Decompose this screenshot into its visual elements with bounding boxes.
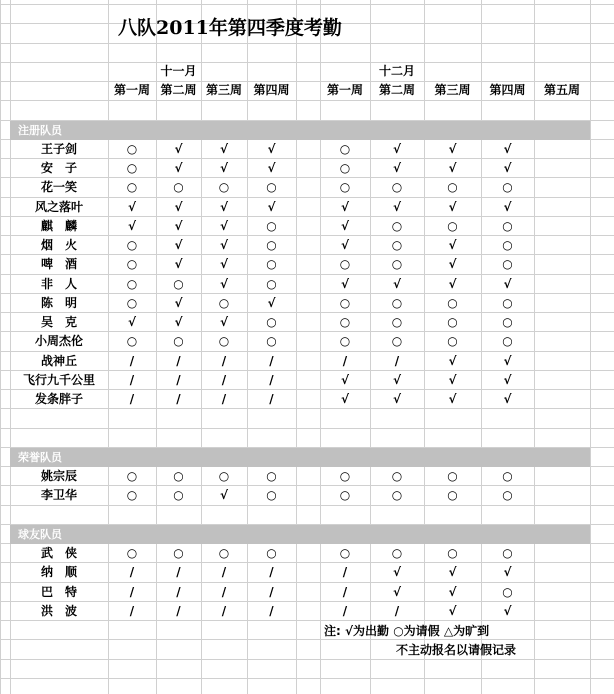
- attendance-mark: ○: [447, 180, 458, 194]
- attendance-mark: √: [127, 200, 136, 214]
- week-header-dec-3: 第三周: [434, 83, 471, 97]
- attendance-mark: ○: [218, 334, 230, 348]
- member-name: 巴 特: [40, 585, 77, 599]
- attendance-mark: √: [174, 296, 183, 310]
- attendance-mark: ○: [173, 488, 184, 502]
- member-name: 姚宗辰: [40, 469, 77, 483]
- attendance-mark: √: [392, 200, 401, 214]
- attendance-mark: ○: [391, 296, 403, 310]
- attendance-mark: /: [269, 354, 274, 368]
- attendance-mark: /: [269, 604, 274, 618]
- member-name: 吴 克: [40, 315, 77, 329]
- attendance-mark: √: [392, 565, 401, 579]
- attendance-mark: ○: [502, 334, 513, 348]
- attendance-mark: ○: [126, 469, 138, 483]
- attendance-mark: /: [221, 373, 227, 387]
- attendance-mark: ○: [502, 546, 513, 560]
- attendance-mark: ○: [126, 546, 138, 560]
- member-name: 战神丘: [40, 354, 77, 368]
- attendance-mark: ○: [339, 296, 351, 310]
- member-name: 啤 酒: [40, 257, 77, 271]
- member-name: 王子剑: [40, 142, 77, 156]
- attendance-mark: ○: [447, 488, 458, 502]
- member-name: 发条胖子: [34, 392, 83, 406]
- attendance-mark: √: [503, 277, 512, 291]
- attendance-mark: ○: [502, 238, 513, 252]
- attendance-mark: √: [448, 277, 457, 291]
- attendance-mark: /: [176, 392, 181, 406]
- attendance-mark: ○: [391, 219, 403, 233]
- attendance-mark: √: [392, 585, 401, 599]
- triangle-icon: △: [443, 624, 454, 638]
- attendance-mark: /: [269, 585, 274, 599]
- attendance-mark: /: [342, 585, 348, 599]
- attendance-mark: ○: [339, 142, 351, 156]
- legend-present: 为出勤: [353, 624, 394, 638]
- attendance-mark: √: [503, 565, 512, 579]
- attendance-mark: ○: [173, 180, 184, 194]
- attendance-mark: ○: [266, 180, 277, 194]
- attendance-mark: ○: [266, 219, 277, 233]
- attendance-mark: √: [448, 238, 457, 252]
- attendance-mark: /: [342, 565, 348, 579]
- attendance-mark: ○: [502, 180, 513, 194]
- attendance-mark: ○: [126, 296, 138, 310]
- attendance-mark: √: [503, 142, 512, 156]
- legend-note: 不主动报名以请假记录: [396, 643, 517, 657]
- attendance-mark: √: [448, 604, 457, 618]
- attendance-mark: /: [342, 604, 348, 618]
- attendance-mark: ○: [339, 257, 351, 271]
- attendance-mark: ○: [502, 488, 513, 502]
- attendance-mark: ○: [391, 180, 403, 194]
- attendance-mark: ○: [391, 238, 403, 252]
- attendance-mark: √: [392, 142, 401, 156]
- attendance-mark: /: [342, 354, 348, 368]
- attendance-mark: √: [267, 200, 276, 214]
- attendance-mark: ○: [266, 334, 277, 348]
- attendance-mark: ○: [502, 219, 513, 233]
- attendance-mark: √: [448, 373, 457, 387]
- week-header-dec-4: 第四周: [489, 83, 526, 97]
- attendance-mark: ○: [266, 238, 277, 252]
- attendance-mark: √: [503, 200, 512, 214]
- attendance-mark: √: [267, 161, 276, 175]
- attendance-mark: ○: [339, 180, 351, 194]
- section-header: [10, 525, 590, 544]
- attendance-mark: ○: [391, 488, 403, 502]
- attendance-mark: ○: [339, 469, 351, 483]
- attendance-mark: √: [267, 142, 276, 156]
- attendance-mark: √: [219, 238, 228, 252]
- attendance-mark: ○: [218, 180, 230, 194]
- check-icon: √: [344, 624, 353, 638]
- section-label: 球友队员: [18, 528, 62, 541]
- attendance-mark: /: [176, 565, 181, 579]
- attendance-mark: √: [174, 219, 183, 233]
- week-header-nov-4: 第四周: [253, 83, 290, 97]
- attendance-mark: √: [219, 277, 228, 291]
- attendance-mark: ○: [218, 296, 230, 310]
- attendance-mark: ○: [218, 546, 230, 560]
- attendance-mark: ○: [391, 546, 403, 560]
- attendance-mark: √: [127, 219, 136, 233]
- attendance-mark: /: [129, 373, 135, 387]
- attendance-mark: √: [267, 296, 276, 310]
- attendance-mark: ○: [266, 277, 277, 291]
- attendance-mark: ○: [502, 315, 513, 329]
- attendance-mark: ○: [391, 257, 403, 271]
- attendance-mark: ○: [218, 469, 230, 483]
- attendance-mark: √: [219, 161, 228, 175]
- attendance-mark: ○: [266, 488, 277, 502]
- attendance-mark: ○: [502, 585, 513, 599]
- attendance-mark: ○: [447, 219, 458, 233]
- attendance-mark: √: [219, 200, 228, 214]
- member-name: 洪 波: [40, 604, 77, 618]
- attendance-mark: /: [176, 373, 181, 387]
- attendance-mark: /: [221, 604, 227, 618]
- attendance-mark: ○: [173, 334, 184, 348]
- attendance-mark: √: [340, 200, 349, 214]
- attendance-mark: ○: [391, 315, 403, 329]
- attendance-mark: √: [219, 488, 228, 502]
- attendance-mark: ○: [447, 315, 458, 329]
- attendance-mark: ○: [173, 469, 184, 483]
- attendance-mark: √: [340, 238, 349, 252]
- member-name: 烟 火: [40, 238, 77, 252]
- attendance-mark: /: [394, 604, 400, 618]
- attendance-mark: √: [127, 315, 136, 329]
- attendance-mark: ○: [173, 546, 184, 560]
- attendance-mark: ○: [502, 257, 513, 271]
- attendance-mark: ○: [126, 142, 138, 156]
- attendance-mark: √: [219, 315, 228, 329]
- member-name: 飞行九千公里: [22, 373, 95, 387]
- attendance-mark: /: [221, 354, 227, 368]
- attendance-mark: /: [129, 585, 135, 599]
- attendance-mark: √: [392, 392, 401, 406]
- attendance-mark: ○: [339, 334, 351, 348]
- attendance-mark: ○: [447, 469, 458, 483]
- section-header: [10, 121, 590, 140]
- attendance-mark: √: [174, 238, 183, 252]
- attendance-mark: √: [503, 392, 512, 406]
- member-name: 李卫华: [40, 488, 77, 502]
- attendance-mark: √: [174, 161, 183, 175]
- section-label: 注册队员: [18, 124, 62, 137]
- week-header-nov-2: 第二周: [160, 83, 197, 97]
- attendance-mark: /: [269, 565, 274, 579]
- member-name: 花一笑: [40, 180, 77, 194]
- attendance-mark: √: [174, 200, 183, 214]
- attendance-mark: ○: [126, 257, 138, 271]
- attendance-mark: √: [448, 354, 457, 368]
- attendance-mark: /: [394, 354, 400, 368]
- attendance-mark: ○: [126, 488, 138, 502]
- attendance-mark: √: [219, 219, 228, 233]
- attendance-mark: /: [176, 585, 181, 599]
- attendance-mark: ○: [447, 334, 458, 348]
- attendance-mark: /: [269, 373, 274, 387]
- attendance-mark: √: [448, 257, 457, 271]
- attendance-mark: √: [219, 142, 228, 156]
- attendance-mark: ○: [502, 469, 513, 483]
- member-name: 非 人: [40, 277, 77, 291]
- attendance-mark: √: [340, 219, 349, 233]
- circle-icon: ○: [393, 624, 404, 638]
- attendance-mark: ○: [126, 334, 138, 348]
- attendance-mark: ○: [339, 161, 351, 175]
- section-header: [10, 448, 590, 467]
- section-label: 荣誉队员: [18, 451, 62, 464]
- attendance-mark: /: [129, 604, 135, 618]
- attendance-mark: /: [221, 392, 227, 406]
- member-name: 陈 明: [40, 296, 77, 310]
- attendance-mark: /: [129, 392, 135, 406]
- attendance-mark: √: [219, 257, 228, 271]
- member-name: 纳 顺: [40, 565, 77, 579]
- week-header-nov-1: 第一周: [113, 83, 150, 97]
- attendance-mark: ○: [266, 469, 277, 483]
- attendance-mark: √: [503, 604, 512, 618]
- attendance-mark: √: [174, 142, 183, 156]
- member-name: 风之落叶: [34, 200, 83, 214]
- attendance-mark: √: [503, 161, 512, 175]
- attendance-mark: √: [340, 373, 349, 387]
- member-name: 安 子: [40, 161, 77, 175]
- attendance-mark: ○: [266, 315, 277, 329]
- member-name: 武 侠: [40, 546, 77, 560]
- legend-prefix: 注:: [324, 624, 345, 638]
- legend-line: [324, 622, 489, 641]
- attendance-mark: √: [448, 161, 457, 175]
- attendance-mark: √: [392, 277, 401, 291]
- attendance-mark: ○: [502, 296, 513, 310]
- attendance-mark: ○: [339, 488, 351, 502]
- attendance-mark: √: [448, 585, 457, 599]
- member-name: 麒 麟: [40, 219, 77, 233]
- week-header-dec-1: 第一周: [326, 83, 363, 97]
- attendance-mark: √: [392, 161, 401, 175]
- attendance-mark: ○: [391, 469, 403, 483]
- attendance-mark: ○: [126, 161, 138, 175]
- attendance-mark: √: [174, 257, 183, 271]
- attendance-mark: ○: [126, 277, 138, 291]
- attendance-mark: √: [392, 373, 401, 387]
- attendance-mark: √: [448, 142, 457, 156]
- legend-absent: 为旷到: [453, 624, 490, 638]
- attendance-mark: √: [503, 354, 512, 368]
- attendance-mark: ○: [266, 257, 277, 271]
- attendance-mark: √: [448, 392, 457, 406]
- legend-leave: 为请假: [403, 624, 444, 638]
- attendance-mark: ○: [391, 334, 403, 348]
- sheet-title: 八队2011年第四季度考勤: [118, 17, 342, 39]
- attendance-mark: /: [129, 354, 135, 368]
- attendance-mark: √: [448, 200, 457, 214]
- attendance-mark: √: [174, 315, 183, 329]
- attendance-mark: /: [129, 565, 135, 579]
- attendance-mark: /: [269, 392, 274, 406]
- attendance-mark: √: [340, 277, 349, 291]
- attendance-mark: ○: [126, 238, 138, 252]
- attendance-mark: /: [221, 585, 227, 599]
- attendance-mark: /: [176, 354, 181, 368]
- month-header-dec: 十二月: [378, 64, 415, 78]
- attendance-mark: /: [176, 604, 181, 618]
- attendance-mark: √: [448, 565, 457, 579]
- week-header-dec-2: 第二周: [378, 83, 415, 97]
- attendance-mark: ○: [447, 546, 458, 560]
- attendance-mark: ○: [266, 546, 277, 560]
- week-header-dec-5: 第五周: [543, 83, 580, 97]
- attendance-mark: ○: [126, 180, 138, 194]
- attendance-mark: ○: [339, 315, 351, 329]
- attendance-mark: √: [340, 392, 349, 406]
- attendance-mark: ○: [447, 296, 458, 310]
- attendance-mark: ○: [173, 277, 184, 291]
- attendance-mark: ○: [339, 546, 351, 560]
- member-name: 小周杰伦: [34, 334, 83, 348]
- attendance-mark: /: [221, 565, 227, 579]
- attendance-mark: √: [503, 373, 512, 387]
- month-header-nov: 十一月: [160, 64, 197, 78]
- week-header-nov-3: 第三周: [205, 83, 242, 97]
